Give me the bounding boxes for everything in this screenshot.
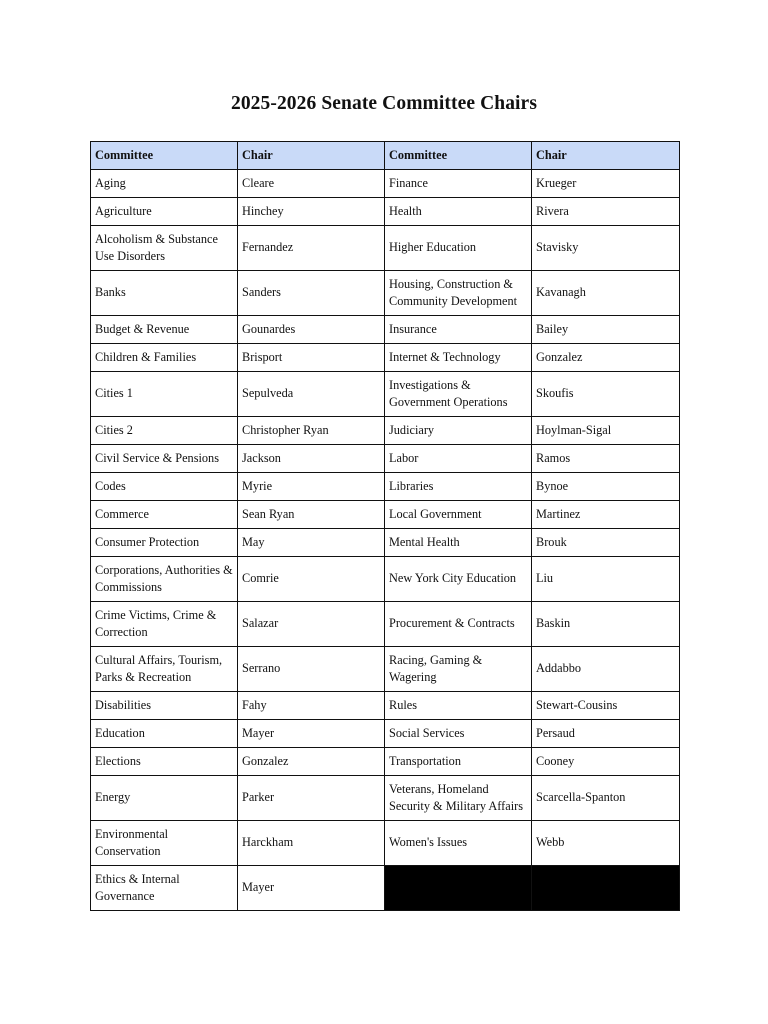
chair-cell: Brouk — [532, 529, 680, 557]
chair-cell: Skoufis — [532, 372, 680, 417]
committee-cell: Energy — [91, 776, 238, 821]
table-row — [91, 372, 680, 417]
table-row — [91, 602, 680, 647]
table-row — [91, 344, 680, 372]
committee-cell: Education — [91, 720, 238, 748]
table-row — [91, 647, 680, 692]
chair-cell: Sean Ryan — [238, 501, 385, 529]
chair-cell: Christopher Ryan — [238, 417, 385, 445]
committee-cell: Consumer Protection — [91, 529, 238, 557]
chair-cell: Gonzalez — [532, 344, 680, 372]
chair-cell: Cooney — [532, 748, 680, 776]
header-committee-right: Committee — [385, 142, 532, 170]
chair-cell: Hinchey — [238, 198, 385, 226]
chair-cell: Myrie — [238, 473, 385, 501]
chair-cell: Mayer — [238, 720, 385, 748]
chair-cell: Fahy — [238, 692, 385, 720]
chair-cell: Sepulveda — [238, 372, 385, 417]
table-row — [91, 821, 680, 866]
committee-cell: Cities 1 — [91, 372, 238, 417]
table-row — [91, 316, 680, 344]
committee-cell: Environmental Conservation — [91, 821, 238, 866]
chair-cell: Stewart-Cousins — [532, 692, 680, 720]
chair-cell: Mayer — [238, 866, 385, 911]
committee-cell: Local Government — [385, 501, 532, 529]
committee-cell: Crime Victims, Crime & Correction — [91, 602, 238, 647]
committee-cell: Commerce — [91, 501, 238, 529]
table-row — [91, 226, 680, 271]
committee-cell: Alcoholism & Substance Use Disorders — [91, 226, 238, 271]
chair-cell: Gounardes — [238, 316, 385, 344]
committee-cell: Investigations & Government Operations — [385, 372, 532, 417]
chair-cell: Brisport — [238, 344, 385, 372]
page-title: 2025-2026 Senate Committee Chairs — [230, 93, 538, 114]
table-row — [91, 445, 680, 473]
table-row — [91, 170, 680, 198]
empty-cell — [532, 866, 680, 911]
table-row — [91, 417, 680, 445]
chair-cell: Serrano — [238, 647, 385, 692]
committee-cell: Budget & Revenue — [91, 316, 238, 344]
committee-cell: Cities 2 — [91, 417, 238, 445]
table-row — [91, 271, 680, 316]
empty-cell — [385, 866, 532, 911]
chair-cell: Harckham — [238, 821, 385, 866]
table-row — [91, 198, 680, 226]
chair-cell: Liu — [532, 557, 680, 602]
chair-cell: Jackson — [238, 445, 385, 473]
chair-cell: Addabbo — [532, 647, 680, 692]
committee-cell: Finance — [385, 170, 532, 198]
committee-cell: Women's Issues — [385, 821, 532, 866]
committee-cell: Elections — [91, 748, 238, 776]
chair-cell: Rivera — [532, 198, 680, 226]
chair-cell: Cleare — [238, 170, 385, 198]
committee-cell: Social Services — [385, 720, 532, 748]
committee-cell: Banks — [91, 271, 238, 316]
header-committee-left: Committee — [91, 142, 238, 170]
committee-cell: Internet & Technology — [385, 344, 532, 372]
chair-cell: Stavisky — [532, 226, 680, 271]
header-chair-left: Chair — [238, 142, 385, 170]
committee-cell: Children & Families — [91, 344, 238, 372]
committee-cell: New York City Education — [385, 557, 532, 602]
table-row — [91, 866, 680, 911]
table-body — [91, 170, 680, 911]
table-row — [91, 529, 680, 557]
committee-cell: Libraries — [385, 473, 532, 501]
committee-cell: Rules — [385, 692, 532, 720]
committee-cell: Housing, Construction & Community Development — [385, 271, 532, 316]
committee-cell: Mental Health — [385, 529, 532, 557]
table-row — [91, 473, 680, 501]
chair-cell: Bailey — [532, 316, 680, 344]
table-row — [91, 720, 680, 748]
table-row — [91, 557, 680, 602]
committee-cell: Procurement & Contracts — [385, 602, 532, 647]
committee-cell: Cultural Affairs, Tourism, Parks & Recreation — [91, 647, 238, 692]
committee-cell: Disabilities — [91, 692, 238, 720]
chair-cell: Parker — [238, 776, 385, 821]
table-row — [91, 748, 680, 776]
committee-cell: Civil Service & Pensions — [91, 445, 238, 473]
chair-cell: Sanders — [238, 271, 385, 316]
committee-cell: Insurance — [385, 316, 532, 344]
chair-cell: Hoylman-Sigal — [532, 417, 680, 445]
committee-cell: Labor — [385, 445, 532, 473]
chair-cell: Ramos — [532, 445, 680, 473]
committee-chairs-table — [90, 141, 680, 911]
chair-cell: Salazar — [238, 602, 385, 647]
chair-cell: Persaud — [532, 720, 680, 748]
table-header-row — [91, 142, 680, 170]
committee-cell: Judiciary — [385, 417, 532, 445]
committee-cell: Veterans, Homeland Security & Military Affairs — [385, 776, 532, 821]
chair-cell: Kavanagh — [532, 271, 680, 316]
chair-cell: Bynoe — [532, 473, 680, 501]
chair-cell: Martinez — [532, 501, 680, 529]
committee-cell: Racing, Gaming & Wagering — [385, 647, 532, 692]
chair-cell: Baskin — [532, 602, 680, 647]
chair-cell: May — [238, 529, 385, 557]
committee-cell: Higher Education — [385, 226, 532, 271]
chair-cell: Fernandez — [238, 226, 385, 271]
table-row — [91, 692, 680, 720]
table-row — [91, 501, 680, 529]
committee-cell: Ethics & Internal Governance — [91, 866, 238, 911]
table-row — [91, 776, 680, 821]
header-chair-right: Chair — [532, 142, 680, 170]
committee-cell: Transportation — [385, 748, 532, 776]
committee-cell: Aging — [91, 170, 238, 198]
committee-cell: Agriculture — [91, 198, 238, 226]
committee-cell: Health — [385, 198, 532, 226]
committee-cell: Corporations, Authorities & Commissions — [91, 557, 238, 602]
chair-cell: Gonzalez — [238, 748, 385, 776]
committee-cell: Codes — [91, 473, 238, 501]
chair-cell: Krueger — [532, 170, 680, 198]
chair-cell: Comrie — [238, 557, 385, 602]
chair-cell: Webb — [532, 821, 680, 866]
chair-cell: Scarcella-Spanton — [532, 776, 680, 821]
